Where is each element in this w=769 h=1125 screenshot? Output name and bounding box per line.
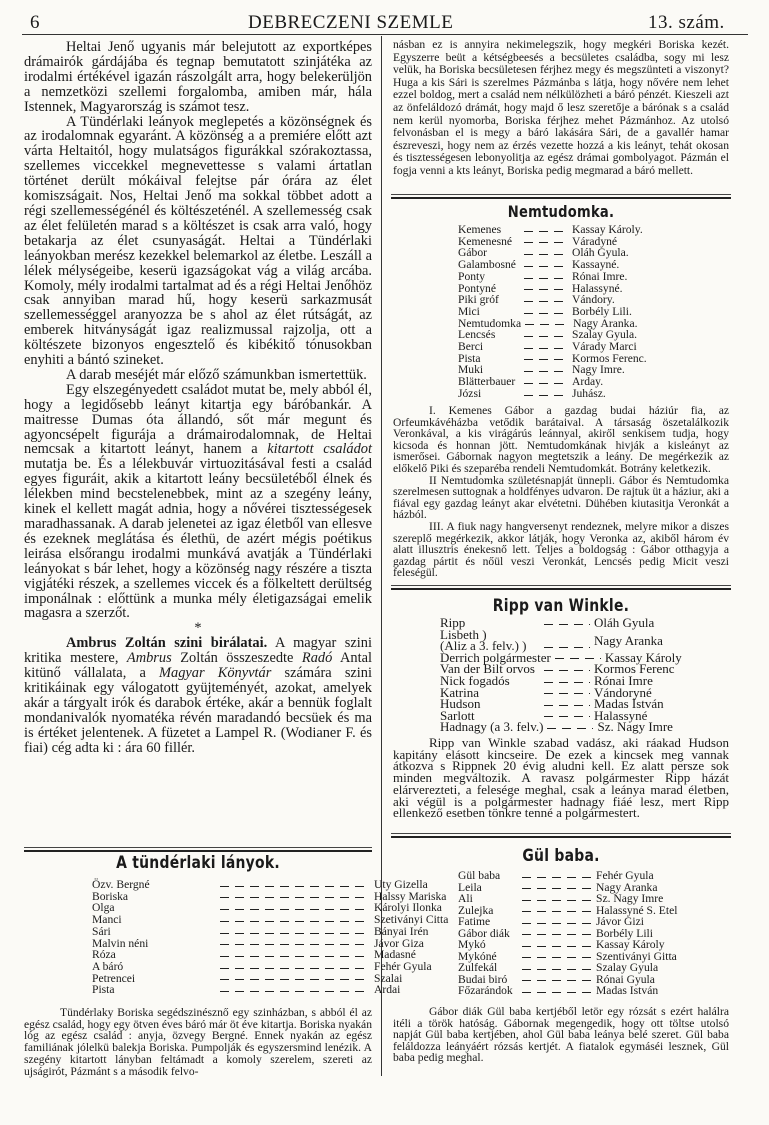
cast-row — [458, 939, 677, 951]
actor-name: Szalay Gyula. — [572, 328, 638, 342]
role-name — [458, 985, 518, 997]
actor-name: Nagy Aranka. — [573, 316, 638, 330]
role-line: Petrencei — [92, 971, 136, 985]
cast-list-tunderlaki — [92, 879, 448, 996]
actor-name: Halassyné. — [572, 281, 623, 295]
dash-leader — [522, 957, 592, 958]
cast-row — [458, 306, 647, 318]
role-line: Hudson — [440, 696, 481, 712]
actor-name: Fehér Gyula — [374, 959, 432, 973]
dash-leader — [547, 728, 593, 729]
role-name — [92, 984, 216, 996]
actor-name: Nagy Aranka — [594, 633, 663, 649]
paragraph — [24, 115, 372, 368]
role-name — [440, 721, 543, 733]
dash-leader — [544, 647, 590, 648]
role-line: Blätterbauer — [458, 375, 516, 389]
role-name — [458, 939, 518, 951]
cast-row — [458, 341, 647, 353]
role-line: Piki gróf — [458, 293, 499, 307]
text-run: Zoltán összeszedte — [171, 650, 302, 667]
cast-row — [440, 626, 682, 654]
section-title-tunderlaki: A tündérlaki lányok. — [116, 853, 280, 873]
paragraph — [393, 1006, 729, 1064]
actor-name: Borbély Lili — [596, 926, 653, 940]
dash-leader — [525, 324, 569, 325]
role-line: (Aliz a 3. felv.) ) — [440, 638, 527, 654]
actor-name: Károlyi Ilonka — [374, 901, 442, 915]
paragraph — [393, 737, 729, 819]
dash-leader — [522, 900, 592, 901]
paragraph — [393, 521, 729, 579]
cast-row — [458, 870, 677, 882]
text-run: * — [194, 620, 202, 637]
text-run: III. A fiuk nagy hangversenyt rendeznek, melyre mikor a diszes szereplő megérkezik, akkor látják, hogy Veronka az, akiből három év alatt illusztris énekesnő lett. Teljes a boldogság : Gábor otthagyja a gazdag pártit és nőül veszi Veronkát, Lencsés pedig Micit veszi feleségül. — [393, 519, 729, 580]
right-column-article — [393, 39, 729, 178]
paragraph — [24, 1007, 372, 1077]
dash-leader — [524, 254, 568, 255]
text-run: Ripp van Winkle szabad vadász, aki ráakad Hudson kapitány elásott kincseire. De ezek a kincsek meg vannak átkozva s Rippnek 20 évig aludni kell. Ez alatt persze sok minden megváltozik. A ravasz polgármester Ripp házát elárverezteti, a felesége meghal, csak a leánya marad életben, aki végül is a polgármester hadnagy fiáé lesz, mert Ripp ellenkező esetben tönkre tenné a polgármestert. — [393, 735, 729, 821]
dash-leader — [524, 242, 568, 243]
dash-leader — [220, 979, 370, 980]
actor-name: Szalay Gyula — [596, 961, 659, 974]
cast-row — [458, 962, 677, 974]
paragraph — [24, 383, 372, 622]
actor-name: Rónai Gyula — [596, 972, 655, 986]
bold-text: Ambrus Zoltán szini birálatai. — [66, 635, 268, 652]
dash-leader — [220, 956, 370, 957]
role-line: Zulejka — [458, 903, 494, 917]
role-line: Gül baba — [458, 869, 501, 882]
actor-name: Juhász. — [572, 386, 606, 400]
role-name — [458, 870, 518, 882]
role-line: Zulfekál — [458, 961, 498, 974]
actor-name: Szalai — [374, 971, 403, 985]
dash-leader — [524, 371, 568, 372]
dash-leader — [220, 897, 370, 898]
role-line: Pontyné — [458, 281, 497, 295]
dash-leader — [524, 336, 568, 337]
cast-row — [92, 984, 448, 996]
role-name — [458, 388, 520, 400]
dash-leader — [544, 670, 590, 671]
actor-name: Nagy Aranka — [596, 880, 658, 894]
role-name — [458, 224, 520, 236]
synopsis-tunderlaki — [24, 1007, 372, 1077]
role-line: Sarlott — [440, 707, 475, 723]
role-name — [458, 271, 520, 283]
issue-number: 13. szám. — [648, 12, 725, 33]
role-line: Budai biró — [458, 972, 508, 986]
dash-leader — [522, 946, 592, 947]
paragraph — [393, 39, 729, 178]
actor-name: Kormos Ferenc — [594, 661, 675, 677]
dash-leader — [524, 395, 568, 396]
cast-row — [458, 376, 647, 388]
role-line: Józsi — [458, 386, 482, 400]
cast-row — [458, 388, 647, 400]
text-run: A Tündérlaki leányok meglepetés a közönségnek és az irodalomnak egyaránt. A közönség a a premiére előtt azt várta Heltaitól, hogy mulatságos figurákkal szórakoztassa, szellemes viccekkel megnevettesse s valami ártatlan történet derült mókáival felejtse pár órára az élet komiszságait. Nos, Heltai Jenő ma sokkal többet adott a régi szellemességénél és költészeténél. A szellemesség csak az élet felületén marad s a költészet is csak arra való, hogy betakarja az élet csunyaságát. Heltai a Tündérlaki leányokban merész kezekkel belemarkol az életbe. Leszáll a lélek mélységeibe, keserü igazságokat vág a világ arcába. Komoly, mély irodalmi tartalmat ad és a régi Heltai Jenőhöz csak annyiban marad hű, hogy keserü sarkazmusát szellemességgel aranyozza be s ahol az élet rútságát, az emberek hitványságát igaz realizmussal rajzolja, ott a költészete bizonyos engesztelő és kibékitő tónusokban enyhiti a bántó szineket. — [24, 113, 372, 369]
actor-name: Jávor Giza — [374, 936, 424, 950]
dash-leader — [220, 886, 370, 887]
actor-name: Madasné — [374, 948, 416, 962]
role-line: Pista — [92, 983, 115, 997]
role-line: Ponty — [458, 269, 486, 283]
actor-name: Rónai Imre — [594, 672, 653, 688]
role-line: Főzarándok — [458, 984, 513, 997]
role-line: Katrina — [440, 684, 479, 700]
role-name — [458, 341, 520, 353]
role-name — [458, 893, 518, 905]
publication-title: DEBRECZENI SZEMLE — [248, 12, 454, 33]
text-run: számára szini kritikáinak egy válogatott gyüjteményét, azokat, amelyek akár a tárgyalt irók és darabok értéke, akár a bennük foglalt mondanivalók nyomatéka révén maradandó becsüek és ma is értéket jelentenek. A füzetet a Lampel R. (Wodianer F. és fiai) cég adta ki : ára 60 fillér. — [24, 665, 372, 756]
actor-name: Bányai Irén — [374, 924, 429, 938]
cast-row — [458, 893, 677, 905]
role-line: Kemenes — [458, 223, 502, 236]
role-name — [440, 626, 540, 654]
dash-leader — [524, 313, 568, 314]
actor-name: Jávor Gizi — [596, 915, 644, 928]
actor-name: Szentiványi Gitta — [596, 949, 677, 963]
role-line: Sári — [92, 924, 111, 938]
role-line: Manci — [92, 913, 122, 927]
role-line: A báró — [92, 959, 124, 973]
text-run: I. Kemenes Gábor a gazdag budai háziúr fia, az Orfeumkávéházba vetődik barátaival. A társaság öszetalálkozik Veronkával, a kis virágárús leánnyal, akiről senkisem tudja, hogy kicsoda és honnan jött. Nemtudomkának hivják a kisleányt az ismerősei. Gábornak nagyon megtetszik a leány. De megérkezik az előkelő Piki és szeparéba rendeli Nemtudomkát. Botrány keletkezik. — [393, 404, 729, 475]
paragraph — [393, 475, 729, 521]
italic-text: Radó — [301, 650, 333, 667]
section-rule — [24, 847, 372, 852]
italic-text: Magyar Könyvtár — [159, 665, 272, 682]
section-rule — [391, 833, 731, 838]
dash-leader — [220, 944, 370, 945]
cast-row — [458, 985, 677, 997]
text-run: mutatja be. És a lélekbuvár virtuozitásával festi a család egyes figuráit, akik a kitartott leány becsületéből élnek és lélekben mind becstelenebbek, mint az a szegény leány, kinek el kellett magát adnia, hogy a nővérei tisztességesek maradhassanak. A darab jelenetei az igaz életből van ellesve és ezeknek meglátása és élethü, de azért mégis poétikus leirása elsőrangu irodalmi munkává avatják a Tündérlaki leányokat s bár lehet, hogy a közönség nagy részére a tiszta vigjátéki részek, a szellemes viccek és a fölkeltett derültség imponálnak : előttünk a munka mély életigazságai emelik magasra a szerzőt. — [24, 456, 372, 622]
role-line: Mici — [458, 304, 480, 318]
section-title-nemtudomka: Nemtudomka. — [507, 202, 615, 221]
text-run: Egy elszegényedett családot mutat be, mely abból él, hogy a legidősebb leányt kitartja egy báróbankár. A maitresse Dumas óta állandó, sőt már megunt és agyoncsépelt figurája a drámairodalomnak, de Heltai nemcsak a kitartott leányt, hanem a — [24, 381, 372, 458]
dash-leader — [522, 877, 592, 878]
dash-leader — [524, 348, 568, 349]
actor-name: Borbély Lili. — [572, 304, 632, 318]
role-line: Róza — [92, 948, 116, 962]
cast-row — [458, 271, 647, 283]
role-line: Nick fogadós — [440, 672, 510, 688]
dash-leader — [524, 278, 568, 279]
dash-leader — [220, 921, 370, 922]
dash-leader — [522, 934, 592, 935]
role-line: Berci — [458, 340, 484, 354]
actor-name: Halassyné S. Etel — [596, 903, 678, 917]
role-line: Ali — [458, 892, 473, 905]
cast-row — [92, 926, 448, 938]
actor-name: Ardai — [374, 983, 401, 997]
paragraph — [24, 621, 372, 636]
paragraph — [24, 40, 372, 115]
cast-row — [92, 879, 448, 891]
text-run: Heltai Jenő ugyanis már belejutott az exportképes drámairók gárdájába és tegnap bemutatott szinjátéka az irodalmi értékével igazán rászolgált arra, hogy belekerüljön a nemzetközi szellemi forgalomba, amiben már, hála Istennek, Magyarország is számot tesz. — [24, 39, 372, 115]
role-line: Gábor diák — [458, 926, 510, 940]
text-run: Tündérlaky Boriska segédszinésznő egy szinházban, s abból él az egész család, hogy egy ötven éves báró már öt éve kitartja. Boriska nyakán lóg az egész család : anyja, özvegy Bergné. Ennek nyakán az egész familiának jólelkü balekja Boriska. Pumpolják és egyszersmind lenézik. A szegény kitartott lányban feltámadt a komoly szerelem, szereti az ujságirót, Pázmánt s a második felvo- — [24, 1006, 372, 1078]
role-line: Leila — [458, 880, 482, 894]
cast-row — [458, 224, 647, 236]
synopsis-ripp — [393, 737, 729, 819]
italic-text: kitartott családot — [267, 441, 372, 458]
dash-leader — [522, 992, 592, 993]
role-line: Malvin néni — [92, 936, 149, 950]
dash-leader — [524, 231, 568, 232]
actor-name: Madas István — [596, 984, 659, 997]
actor-name: Oláh Gyula — [594, 615, 655, 630]
actor-name: Vándory. — [572, 293, 615, 307]
role-name — [458, 916, 518, 928]
dash-leader — [544, 705, 590, 706]
text-run: Antal kitünő vállalata, a — [24, 650, 372, 682]
section-title-gulbaba: Gül baba. — [522, 846, 600, 866]
cast-list-gulbaba — [458, 870, 677, 997]
role-line: Pista — [458, 351, 481, 365]
role-line: Van der Bilt orvos — [440, 661, 535, 677]
dash-leader — [522, 980, 592, 981]
cast-row — [92, 961, 448, 973]
italic-text: Ambrus — [126, 650, 172, 667]
dash-leader — [524, 301, 568, 302]
role-line: Derrich polgármester — [440, 649, 551, 665]
text-run: A darab meséjét már előző számunkban ismertettük. — [66, 366, 367, 383]
text-run: Gábor diák Gül baba kertjéből letör egy rózsát s ezért halálra itéli a török hatóság. Gábornak megengedik, hogy ott töltse utolsó napját Gül baba kertjében, ahol Gül baba leánya belé szeret. Gül baba feláldozza leányáért rózsás kertjét. A fiatalok egymáséi lesznek, Gül baba pedig meghal. — [393, 1005, 729, 1065]
actor-name: Kassayné. — [572, 258, 620, 272]
dash-leader — [522, 969, 592, 970]
role-line: Özv. Bergné — [92, 878, 150, 891]
dash-leader — [524, 359, 568, 360]
role-line: Boriska — [92, 889, 129, 903]
actor-name: Vándoryné — [594, 684, 652, 700]
header-rule — [22, 34, 748, 35]
paragraph — [393, 405, 729, 475]
dash-leader — [522, 888, 592, 889]
cast-row — [440, 721, 682, 733]
synopsis-gulbaba — [393, 1006, 729, 1064]
actor-name: Halassyné — [594, 707, 648, 723]
section-title-ripp: Ripp van Winkle. — [492, 596, 630, 616]
section-rule — [391, 194, 731, 199]
role-line: Galambosné — [458, 258, 516, 272]
actor-name: Szetiványi Citta — [374, 913, 449, 927]
cast-list-nemtudomka — [458, 224, 647, 400]
dash-leader — [522, 923, 592, 924]
role-line: Lencsés — [458, 328, 496, 342]
actor-name: Kormos Ferenc. — [572, 351, 647, 365]
role-name — [458, 306, 520, 318]
dash-leader — [544, 693, 590, 694]
role-line: Muki — [458, 363, 484, 377]
actor-name: Sz. Nagy Imre — [597, 719, 673, 735]
actor-name: Kassay Károly. — [572, 223, 643, 236]
dash-leader — [522, 911, 592, 912]
actor-name: Nagy Imre. — [572, 363, 625, 377]
actor-name: Arday. — [572, 375, 604, 389]
dash-leader — [220, 968, 370, 969]
role-line: Ripp — [440, 615, 466, 630]
role-line: Fatime — [458, 915, 491, 928]
role-line: Mykóné — [458, 949, 497, 963]
actor-name: Uty Gizella — [374, 878, 428, 891]
actor-name: Fehér Gyula — [596, 869, 654, 882]
actor-name: Rónai Imre. — [572, 269, 628, 283]
role-line: Nemtudomka — [458, 316, 522, 330]
role-line: Kemenesné — [458, 234, 513, 248]
text-run: A magyar szini kritika mestere, — [24, 635, 372, 667]
synopsis-nemtudomka — [393, 405, 729, 579]
role-line: Lisbeth ) — [440, 626, 487, 642]
actor-name: Madas István — [594, 696, 664, 712]
role-name — [92, 961, 216, 973]
dash-leader — [524, 289, 568, 290]
role-line: Mykó — [458, 938, 486, 951]
role-line: Hadnagy (a 3. felv.) — [440, 719, 544, 735]
section-rule — [391, 585, 731, 590]
actor-name: Oláh Gyula. — [572, 246, 629, 260]
role-name — [458, 962, 518, 974]
cast-row — [458, 905, 677, 917]
role-line: Gábor — [458, 246, 487, 260]
left-column-article — [24, 40, 372, 756]
dash-leader — [544, 624, 590, 625]
paragraph — [24, 636, 372, 755]
paragraph — [24, 368, 372, 383]
dash-leader — [544, 716, 590, 717]
actor-name: Sz. Nagy Imre — [596, 892, 664, 905]
text-run: II Nemtudomka születésnapját ünnepli. Gábor és Nemtudomka szerelmesen suttognak a holdfényes udvaron. De rajtuk üt a háziur, aki a fiával egy gazdag leányt akar elvétetni. Dühében kiutasitja Veronkát a házból. — [393, 473, 729, 522]
dash-leader — [220, 991, 370, 992]
dash-leader — [544, 682, 590, 683]
role-name — [92, 879, 216, 891]
actor-name: Várady Marci — [572, 340, 637, 354]
cast-row — [458, 916, 677, 928]
text-run: násban ez is annyira nekimelegszik, hogy megkéri Boriska kezét. Egyszerre beüt a kétségbeesés a becsületes családba, sogy mi lesz velük, ha Boriska becsületesen férjhez megy és megszünteti a viszonyt? Huga a kis Sári is szerelmes Pázmánba s látja, hogy nővére nem lehet ezzel boldog, mert a család nem nélkülözheti a báró pénzét. Kieszeli azt az önfeláldozó drámát, hogy majd ő lesz szeretője a bárónak s a család nem kerül nyomorba, Boriska férjhez mehet Pázmánhoz. Az utolsó felvonásban el is megy a báró lakására Sári, de a gavallér hamar észreveszi, hogy nem az érzés vezette hozzá a kis leányt, tehát okosan és tisztességesen lebonyolitja az egész drámai gombolyagot. Pázmán el fogja venni a kts leányt, Boriska pedig megmarad a báró mellett. — [393, 38, 729, 177]
actor-name: Kassay Károly — [604, 649, 682, 665]
page-number: 6 — [30, 12, 40, 33]
actor-name: Váradyné — [572, 234, 618, 248]
dash-leader — [524, 266, 568, 267]
dash-leader — [220, 909, 370, 910]
role-line: Olga — [92, 901, 115, 915]
role-name — [92, 926, 216, 938]
dash-leader — [220, 933, 370, 934]
actor-name: Kassay Károly — [596, 938, 665, 951]
cast-list-ripp — [440, 617, 682, 733]
dash-leader — [555, 658, 601, 659]
dash-leader — [524, 383, 568, 384]
actor-name: Halssy Mariska — [374, 889, 447, 903]
